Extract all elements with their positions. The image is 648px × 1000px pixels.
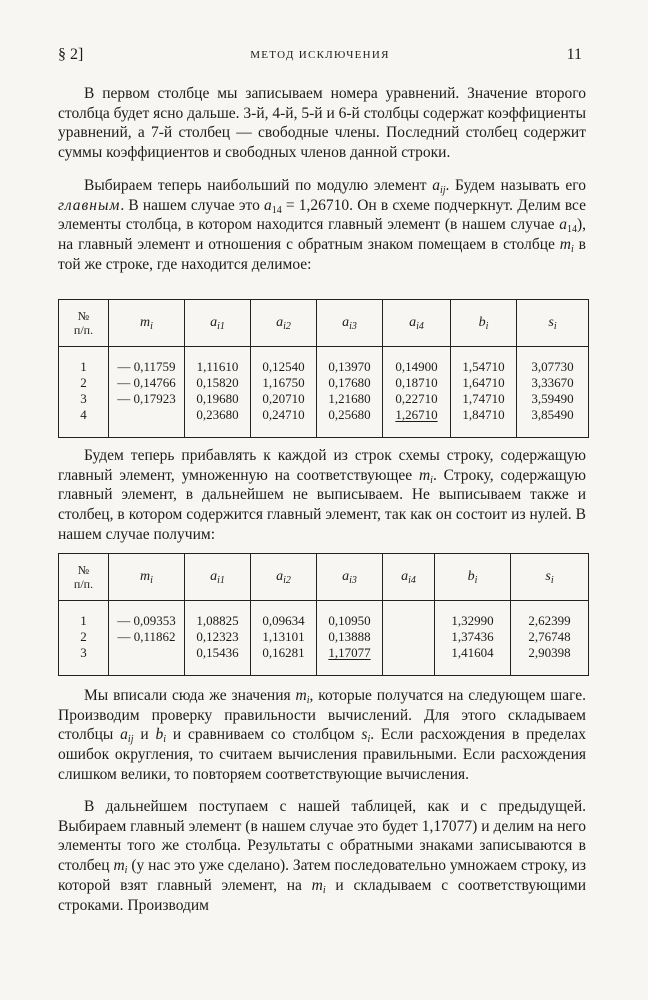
table-1-header-row (59, 300, 589, 347)
header-a4: $a_{i4}$ (383, 300, 451, 347)
header-a3: $a_{i3}$ (317, 554, 383, 601)
paragraph-3: Будем теперь прибавлять к каждой из строк схемы строку, содержащую главный элемент, умноженную на соответствующее $m_i$. Строку, содержащую главный элемент, в дальнейшем не выписываем. Не выписываем также и столбец, в котором содержится главный элемент, так как он состоит из нулей. В нашем случае получим: (58, 447, 586, 543)
header-number: № п/п. (59, 554, 109, 601)
paragraph-1: В первом столбце мы записываем номера уравнений. Значение второго столбца будет ясно дальше. 3-й, 4-й, 5-й и 6-й столбцы содержат коэффициенты уравнений, а 7-й столбец — свободные члены. Последний столбец содержит суммы коэффициентов и свободных членов данной строки. (58, 85, 586, 162)
header-a4: $a_{i4}$ (383, 554, 435, 601)
table-row: 2 — 0,14766 0,15820 1,16750 0,17680 0,18710 1,64710 3,33670 (59, 375, 589, 391)
header-a3: $a_{i3}$ (317, 300, 383, 347)
table-row: 1 — 0,09353 1,08825 0,09634 0,10950 1,32990 2,62399 (59, 613, 589, 629)
running-title: МЕТОД ИСКЛЮЧЕНИЯ (250, 49, 390, 61)
header-m: $m_i$ (109, 554, 185, 601)
pivot-element: 1,17077 (328, 645, 371, 660)
table-row: 1 — 0,11759 1,11610 0,12540 0,13970 0,14900 1,54710 3,07730 (59, 359, 589, 375)
header-a1: $a_{i1}$ (185, 300, 251, 347)
header-a1: $a_{i1}$ (185, 554, 251, 601)
header-number: № п/п. (59, 300, 109, 347)
page-number: 11 (566, 46, 582, 63)
section-number: § 2] (58, 46, 84, 63)
running-header (58, 46, 582, 70)
pivot-element: 1,26710 (395, 407, 438, 422)
header-b: $b_i$ (435, 554, 511, 601)
header-s: $s_i$ (517, 300, 589, 347)
paragraph-4: Мы вписали сюда же значения $m_i$, которые получатся на следующем шаге. Производим проверку правильности вычислений. Для этого складываем столбцы $a_{ij}$ и $b_i$ и сравниваем со столбцом $s_i$. Если расхождения в пределах ошибок округления, то считаем вычисления правильными. Если расхождения слишком велики, то повторяем соответствующие вычисления. (58, 687, 587, 783)
header-s: $s_i$ (511, 554, 589, 601)
table-row: 3 — 0,17923 0,19680 0,20710 1,21680 0,22710 1,74710 3,59490 (59, 391, 589, 407)
table-1 (58, 299, 589, 438)
paragraph-5: В дальнейшем поступаем с нашей таблицей, как и с предыдущей. Выбираем главный элемент (в нашем случае это будет 1,17077) и делим на него элементы того же столбца. Результаты с обратными знаками записываются в столбец $m_i$ (у нас это уже сделано). Затем последовательно умножаем строку, из которой взят главный элемент, на $m_i$ и складываем с соответствующими строками. Производим (58, 798, 587, 914)
table-2-header-row (59, 554, 589, 601)
table-row: 3 0,15436 0,16281 1,17077 1,41604 2,90398 (59, 645, 589, 661)
table-row: 2 — 0,11862 0,12323 1,13101 0,13888 1,37436 2,76748 (59, 629, 589, 645)
header-b: $b_i$ (451, 300, 517, 347)
header-a2: $a_{i2}$ (251, 300, 317, 347)
table-row: 4 0,23680 0,24710 0,25680 1,26710 1,84710 3,85490 (59, 407, 589, 423)
header-a2: $a_{i2}$ (251, 554, 317, 601)
paragraph-2: Выбираем теперь наибольший по модулю элемент $a_{ij}$. Будем называть его главным. В нашем случае это $a_{14} = 1,26710$. Он в схеме подчеркнут. Делим все элементы столбца, в котором находится главный элемент (в нашем случае $a_{14}$), на главный элемент и отношения с обратным знаком помещаем в столбце $m_i$ в той же строке, где находится делимое: (58, 177, 586, 273)
header-m: $m_i$ (109, 300, 185, 347)
table-2 (58, 553, 589, 676)
